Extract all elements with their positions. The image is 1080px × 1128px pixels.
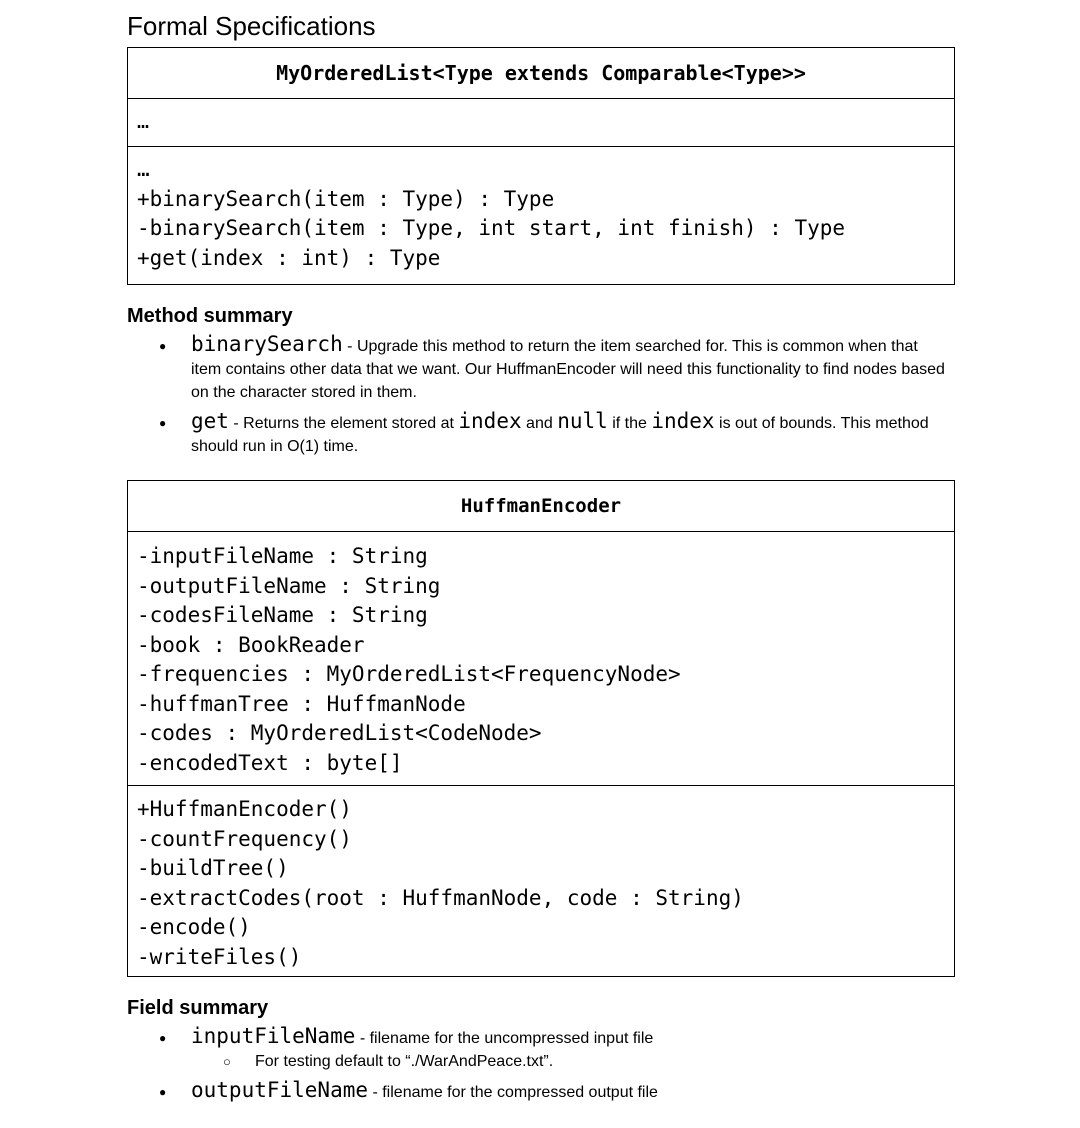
uml-attribute: -encodedText : byte[]: [137, 750, 403, 775]
uml-method-ellipsis: …: [137, 157, 150, 181]
uml-methods-section: [128, 785, 954, 972]
uml-method-get: +get(index : int) : Type: [137, 245, 441, 270]
uml-attributes-section: [128, 532, 954, 785]
uml-method: -writeFiles(): [137, 944, 302, 969]
uml-methods-section: [128, 146, 954, 273]
uml-method: -buildTree(): [137, 856, 289, 880]
uml-attribute: -huffmanTree : HuffmanNode: [137, 691, 466, 716]
uml-attributes-section: [128, 99, 954, 146]
method-summary-heading: Method summary: [127, 305, 293, 327]
uml-class-title: MyOrderedList<Type extends Comparable<Type>>: [128, 48, 954, 99]
uml-method-binary-search-private: -binarySearch(item : Type, int start, int finish) : Type: [137, 216, 846, 240]
uml-attribute: -codes : MyOrderedList<CodeNode>: [137, 721, 542, 745]
field-sub-list: [191, 1050, 947, 1073]
page-title: Formal Specifications: [127, 11, 376, 41]
method-description: - Upgrade this method to return the item searched for. This is common when that item contains other data that we want. Our HuffmanEncoder will need this functionality to find nodes based on the character stored in them.: [191, 338, 945, 401]
uml-class-title: HuffmanEncoder: [128, 481, 954, 532]
list-item-output-file-name: [127, 1079, 947, 1104]
list-item-input-file-name: [127, 1025, 947, 1073]
method-description-part: and: [521, 415, 558, 432]
inline-code-index: index: [651, 409, 715, 433]
sub-list-item: ○ For testing default to “./WarAndPeace.txt”.: [191, 1050, 947, 1073]
method-name-get: get: [191, 409, 229, 433]
field-description: - filename for the compressed output file: [368, 1084, 658, 1101]
uml-class-my-ordered-list: [127, 47, 955, 285]
uml-method: -countFrequency(): [137, 826, 352, 851]
field-name-input-file-name: inputFileName: [191, 1024, 356, 1048]
list-item-binary-search: [127, 333, 947, 404]
uml-method: +HuffmanEncoder(): [137, 797, 352, 821]
inline-code-index: index: [458, 409, 522, 433]
field-summary-heading: Field summary: [127, 997, 269, 1019]
inline-code-null: null: [557, 409, 608, 433]
field-summary-list: [127, 1025, 947, 1104]
uml-class-huffman-encoder: [127, 480, 955, 977]
field-name-output-file-name: outputFileName: [191, 1078, 369, 1102]
uml-method-binary-search-public: +binarySearch(item : Type) : Type: [137, 186, 555, 211]
method-description-part: is out of bounds. This method should run in O(1) time.: [191, 415, 929, 455]
uml-method: -extractCodes(root : HuffmanNode, code : String): [137, 885, 744, 910]
uml-method: -encode(): [137, 915, 251, 939]
uml-attribute: -inputFileName : String: [137, 544, 428, 568]
method-description-part: if the: [607, 415, 652, 432]
uml-attribute: -outputFileName : String: [137, 573, 441, 598]
uml-attribute-ellipsis: …: [137, 109, 150, 133]
method-description-part: - Returns the element stored at: [228, 415, 459, 432]
uml-attribute: -codesFileName : String: [137, 603, 428, 627]
method-name-binary-search: binarySearch: [191, 332, 343, 356]
method-summary-list: [127, 333, 947, 458]
field-description: - filename for the uncompressed input file: [355, 1030, 654, 1047]
list-item-get: [127, 410, 947, 458]
uml-attribute: -book : BookReader: [137, 632, 365, 657]
uml-attribute: -frequencies : MyOrderedList<FrequencyNode>: [137, 662, 681, 686]
